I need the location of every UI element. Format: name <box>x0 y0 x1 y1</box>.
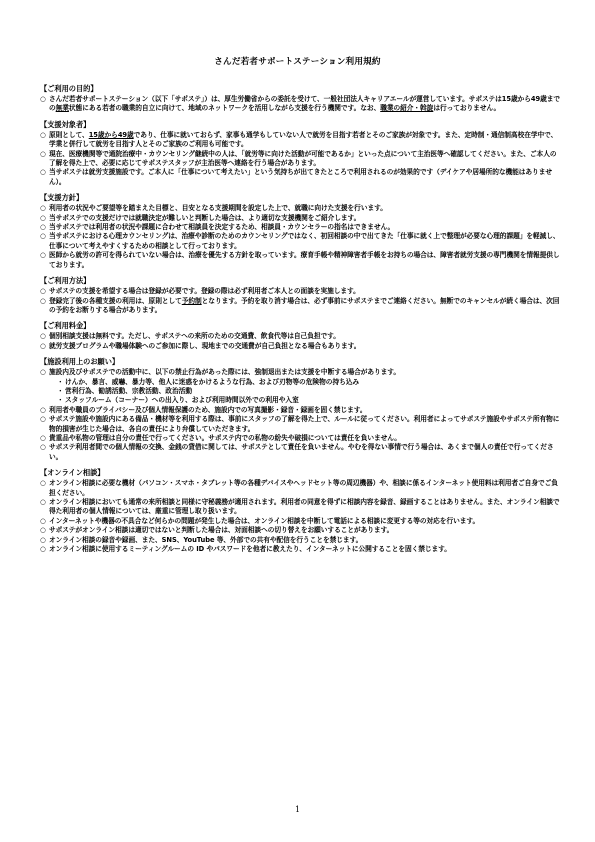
bullet-item <box>40 415 560 434</box>
bullet-mark: ○ <box>40 498 46 506</box>
bullet-mark: ○ <box>40 443 46 452</box>
bullet-item <box>40 368 560 377</box>
bullet-item <box>40 545 560 554</box>
bullet-mark: ○ <box>40 204 46 213</box>
item-text: 当サポステでの支援だけでは就職決定が難しいと判断した場合は、より適切な支援機関をご紹介します。 <box>49 213 361 222</box>
item-text: 利用者の状況やご要望等を踏まえた目標と、目安となる支援期間を設定した上で、就職に向けた支援を行います。 <box>49 204 387 213</box>
item-text: 当サポステは就労支援施設です。ご本人に「仕事について考えたい」という気持ちが出てきたところで利用されるのが効果的です（デイケアや居場所的な機能はありません）。 <box>49 168 552 186</box>
item-text: 登録完了後の各種支援の利用は、原則として <box>49 296 182 305</box>
sub-bullet-item <box>40 378 560 387</box>
item-text: 施設内及びサポステでの活動中に、以下の禁止行為があった際には、強制退出または支援を中断する場合があります。 <box>49 368 401 377</box>
page-title: さんだ若者サポートステーション利用規約 <box>214 57 381 67</box>
item-text: オンライン相談に必要な機材（パソコン・スマホ・タブレット等の各種デバイスやヘッドセット等の周辺機器）や、相談に係るインターネット使用料は利用者ご自身でご負担ください。 <box>49 479 558 497</box>
underlined-text: 無業 <box>55 104 69 113</box>
bullet-mark: ○ <box>40 149 46 158</box>
bullet-item <box>40 214 560 223</box>
item-text: スタッフルーム（コーナー）への出入り、および利用時間以外での利用や入室 <box>65 396 299 405</box>
bullet-mark: ○ <box>40 296 46 305</box>
bullet-mark: ○ <box>40 232 46 241</box>
bullet-mark: ○ <box>40 479 46 488</box>
section <box>40 276 560 315</box>
item-text: けんか、暴言、威嚇、暴力等、他人に迷惑をかけるような行為、および刃物等の危険物の持ち込み <box>65 377 360 386</box>
bullet-mark: ○ <box>40 287 46 296</box>
bullet-item <box>40 434 560 443</box>
section <box>40 321 560 351</box>
section-heading: 【オンライン相談】 <box>40 468 105 478</box>
bullet-mark: ・ <box>57 377 64 386</box>
item-text: 医師から就労の許可を得られていない場合は、治療を優先する方針を取っています。療育手帳や精神障害者手帳をお持ちの場合は、障害者就労支援の専門機関を情報提供しております。 <box>49 251 560 269</box>
bullet-mark: ○ <box>40 95 46 103</box>
section-heading: 【支援方針】 <box>40 193 84 203</box>
bullet-item <box>40 526 560 535</box>
item-text: サポステ施設や施設内にある備品・機材等を利用する際は、事前にスタッフの了解を得た上で、ルールに従ってください。利用者によってサポステ施設やサポステ所有物に物的損害が生じた場合は、各自の責任により弁償していただきます。 <box>49 415 560 433</box>
bullet-item <box>40 406 560 415</box>
bullet-item <box>40 95 560 114</box>
bullet-item <box>40 342 560 351</box>
bullet-item <box>40 251 560 270</box>
sub-bullet-item <box>40 387 560 396</box>
bullet-item <box>40 168 560 187</box>
section-heading: 【支援対象者】 <box>40 119 91 129</box>
bullet-item <box>40 287 560 296</box>
item-text: 現在、医療機関等で通院治療中・カウンセリング継続中の人は、「就労等に向けた活動が可能であるか」といった点について主治医等へ確認してください。また、ご本人の了解を得た上で、必要に応じてサポステスタッフが主治医等へ連絡を行う場合があります。 <box>49 149 557 168</box>
bullet-item <box>40 536 560 545</box>
bullet-mark: ・ <box>57 386 64 395</box>
item-text: インターネットや機器の不具合など何らかの問題が発生した場合は、オンライン相談を中断して電話による相談に変更する等の対応を行います。 <box>49 516 480 525</box>
section-heading: 【施設利用上のお願い】 <box>40 357 120 367</box>
item-text: 就労支援プログラムや職場体験へのご参加に際し、現地までの交通費が自己負担となる場合もあります。 <box>49 341 361 350</box>
bullet-item <box>40 131 560 150</box>
sub-bullet-item <box>40 396 560 405</box>
bullet-item <box>40 517 560 526</box>
bullet-mark: ○ <box>40 332 46 341</box>
item-text: 貴重品や私物の管理は自分の責任で行ってください。サポステ内での私物の紛失や破損については責任を負いません。 <box>49 433 401 442</box>
bullet-mark: ○ <box>40 213 46 222</box>
bullet-item <box>40 332 560 341</box>
underlined-text: 15歳から49歳 <box>88 130 134 139</box>
bullet-mark: ○ <box>40 535 46 544</box>
bullet-mark: ○ <box>40 223 46 232</box>
bullet-mark: ○ <box>40 433 46 442</box>
item-text: 営利行為、勧誘活動、宗教活動、政治活動 <box>65 386 193 395</box>
item-text: 個別相談支援は無料です。ただし、サポステへの来所のための交通費、飲食代等は自己負担です。 <box>49 332 340 341</box>
item-text: となります。予約を取り消す場合は、必ず事前にサポステまでご連絡ください。無断でのキャンセルが続く場合は、次回の予約をお断りする場合があります。 <box>49 296 560 314</box>
item-text: オンライン相談の録音や録画、また、SNS、YouTube 等、外部での共有や配信を行うことを禁じます。 <box>49 535 363 544</box>
item-text: 原則として、 <box>49 130 89 139</box>
bullet-mark: ○ <box>40 545 46 554</box>
item-text: サポステ利用者間での個人情報の交換、金銭の貸借に関しては、サポステとして責任を負いません。やむを得ない事情で行う場合は、あくまで個人の責任で行ってください。 <box>49 443 554 461</box>
bullet-mark: ○ <box>40 415 46 424</box>
item-text: 利用者や職員のプライバシー及び個人情報保護のため、施設内での写真撮影・録音・録画を固く禁じます。 <box>49 405 367 414</box>
item-text: さんだ若者サポートステーション（以下「サポステ」）は、厚生労働省からの委託を受けて、一般社団法人キャリアエールが運営しています。サポステは15歳から49歳までの <box>49 95 560 113</box>
item-text: サポステがオンライン相談は適切ではないと判断した場合は、対面相談への切り替えをお願いすることがあります。 <box>49 526 394 535</box>
item-text: 当サポステでは利用者の状況や課題に合わせて相談員を決定するため、相談員・カウンセラーの指名はできません。 <box>49 223 395 232</box>
bullet-mark: ○ <box>40 130 46 139</box>
document-body <box>40 84 560 560</box>
bullet-item <box>40 297 560 316</box>
bullet-mark: ○ <box>40 168 46 177</box>
section-heading: 【ご利用の目的】 <box>40 84 98 93</box>
bullet-item <box>40 443 560 462</box>
bullet-item <box>40 232 560 251</box>
item-text: であり、仕事に就いておらず、家事も通学もしていない人で就労を目指す若者とそのご家族が対象です。また、定時制・通信制高校在学中で、学業と併行して就労を目指す人とそのご家族のご利用も可能です。 <box>49 130 558 149</box>
item-text: サポステの支援を希望する場合は登録が必要です。登録の際は必ず利用者ご本人との面談を実施します。 <box>49 287 360 296</box>
bullet-mark: ○ <box>40 516 46 525</box>
item-text: 当サポステにおける心理カウンセリングは、治療や診断のためのカウンセリングではなく、初回相談の中で出てきた「仕事に就く上で整理が必要な心理的課題」を軽減し、仕事について考えやすくするための相談として行っております。 <box>49 232 560 250</box>
item-text: オンライン相談に使用するミーティングルームの ID やパスワードを他者に教えたり、インターネットに公開することを固く禁じます。 <box>49 545 451 554</box>
underlined-text: 職業の紹介・斡旋 <box>380 104 434 113</box>
bullet-mark: ○ <box>40 251 46 260</box>
section <box>40 193 560 270</box>
bullet-item <box>40 479 560 498</box>
bullet-mark: ・ <box>57 396 64 405</box>
section-heading: 【ご利用方法】 <box>40 276 91 286</box>
underlined-text: 予約制 <box>181 296 202 305</box>
item-text: オンライン相談においても通常の来所相談と同様に守秘義務が適用されます。利用者の同意を得ずに相談内容を録音、録画することはありません。また、オンライン相談で得た利用者の個人情報については、厳重に管理し取り扱います。 <box>49 498 560 516</box>
section-heading: 【ご利用料金】 <box>40 321 91 331</box>
section <box>40 84 560 114</box>
page-number: 1 <box>294 805 301 814</box>
section <box>40 357 560 462</box>
section <box>40 120 560 187</box>
bullet-item <box>40 498 560 517</box>
bullet-item <box>40 204 560 213</box>
bullet-item <box>40 150 560 169</box>
item-text: 状態にある若者の職業的自立に向けて、地域のネットワークを活用しながら支援を行う機関です。なお、 <box>68 104 381 113</box>
bullet-mark: ○ <box>40 405 46 414</box>
bullet-mark: ○ <box>40 368 46 377</box>
section <box>40 468 560 554</box>
bullet-mark: ○ <box>40 526 46 535</box>
bullet-mark: ○ <box>40 341 46 350</box>
item-text: は行っておりません。 <box>433 104 501 113</box>
